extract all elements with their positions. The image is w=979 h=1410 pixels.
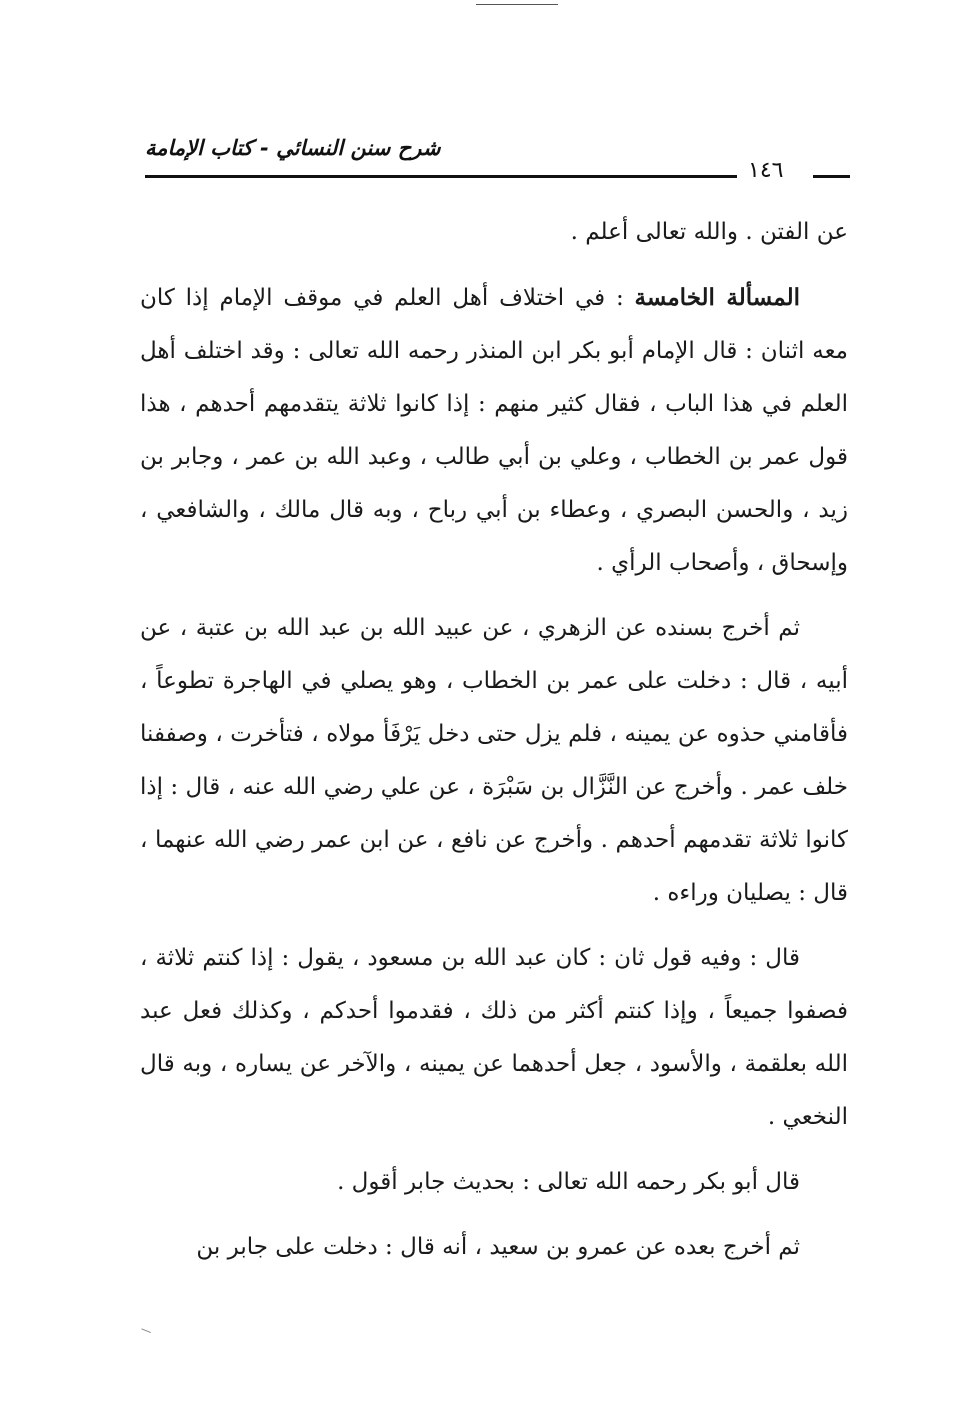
top-edge-mark bbox=[476, 4, 558, 5]
paragraph-closing: عن الفتن . والله تعالى أعلم . bbox=[570, 219, 848, 245]
paragraph-fifth-issue-text: : في اختلاف أهل العلم في موقف الإمام إذا كان معه اثنان : قال الإمام أبو بكر ابن المنذر رحمه الله تعالى : وقد اختلف أهل العلم في هذا الباب ، فقال كثير منهم : إذا كانوا ثلاثة يتقدمهم أحدهم ، هذا قول عمر بن الخطاب ، وعلي بن أبي طالب ، وعبد الله بن عمر ، وجابر بن زيد ، والحسن البصري ، وعطاء بن أبي رباح ، وبه قال مالك ، والشافعي ، وإسحاق ، وأصحاب الرأي . bbox=[140, 285, 848, 576]
page-body bbox=[140, 206, 848, 1274]
issue-heading: المسألة الخامسة bbox=[634, 284, 800, 311]
paragraph-second-opinion: قال : وفيه قول ثان : كان عبد الله بن مسعود ، يقول : إذا كنتم ثلاثة ، فصفوا جميعاً ، وإذا كنتم أكثر من ذلك ، فقدموا أحدكم ، وكذلك فعل عبد الله بعلقمة ، والأسود ، جعل أحدهما عن يمينه ، والآخر عن يساره ، وبه قال النخعي . bbox=[140, 945, 848, 1130]
paragraph-fifth-issue bbox=[140, 271, 848, 590]
paragraph-continuation: ثم أخرج بعده عن عمرو بن سعيد ، أنه قال : دخلت على جابر بن bbox=[196, 1234, 800, 1260]
running-header-title: شرح سنن النسائي - كتاب الإمامة bbox=[145, 136, 441, 160]
running-header bbox=[145, 128, 850, 188]
paragraph-narrations: ثم أخرج بسنده عن الزهري ، عن عبيد الله بن عبد الله بن عتبة ، عن أبيه ، قال : دخلت على عمر بن الخطاب ، وهو يصلي في الهاجرة تطوعاً ، فأقامني حذوه عن يمينه ، فلم يزل حتى دخل يَرْفَأ مولاه ، فتأخرت ، وصففنا خلف عمر . وأخرج عن النَّزَّال بن سَبْرَة ، عن علي رضي الله عنه ، قال : إذا كانوا ثلاثة تقدمهم أحدهم . وأخرج عن نافع ، عن ابن عمر رضي الله عنهما ، قال : يصليان وراءه . bbox=[140, 615, 848, 906]
corner-speck bbox=[139, 1328, 151, 1338]
paragraph-abu-bakr: قال أبو بكر رحمه الله تعالى : بحديث جابر أقول . bbox=[337, 1169, 800, 1195]
header-rule bbox=[145, 175, 737, 178]
page-number-dash bbox=[813, 175, 850, 178]
page-number: ١٤٦ bbox=[748, 158, 784, 183]
